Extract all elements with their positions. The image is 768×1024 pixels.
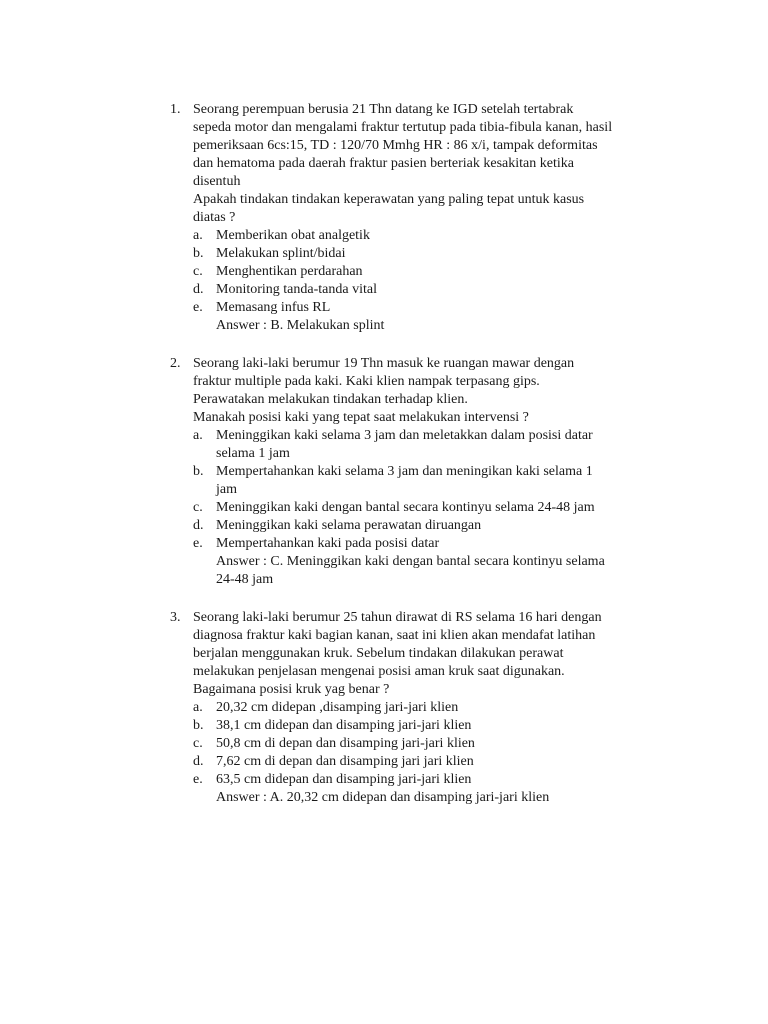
option-letter: d. xyxy=(193,518,204,533)
answer-option xyxy=(193,245,660,263)
answer-key xyxy=(193,553,660,589)
option-text: Meninggikan kaki dengan bantal secara kontinyu selama 24-48 jam xyxy=(216,500,595,515)
option-letter: b. xyxy=(193,246,204,261)
question-stem-line: Bagaimana posisi kruk yag benar ? xyxy=(193,682,390,697)
question-stem-line: Apakah tindakan tindakan keperawatan yang paling tepat untuk kasus xyxy=(193,192,585,207)
question-stem-line: fraktur multiple pada kaki. Kaki klien nampak terpasang gips. xyxy=(193,374,540,389)
question-stem-line: sepeda motor dan mengalami fraktur tertutup pada tibia-fibula kanan, hasil xyxy=(193,120,613,135)
option-letter: c. xyxy=(193,736,203,751)
option-text: Mempertahankan kaki pada posisi datar xyxy=(216,536,440,551)
option-letter: b. xyxy=(193,718,204,733)
answer-option xyxy=(193,535,660,553)
question-number: 3. xyxy=(170,610,181,625)
answer-options xyxy=(193,227,660,317)
option-letter: d. xyxy=(193,754,204,769)
option-letter: a. xyxy=(193,700,203,715)
answer-option xyxy=(193,227,660,245)
question-number: 2. xyxy=(170,356,181,371)
answer-text: Answer : B. Melakukan splint xyxy=(216,318,385,333)
question-stem-line: Manakah posisi kaki yang tepat saat melakukan intervensi ? xyxy=(193,410,529,425)
option-text: 50,8 cm di depan dan disamping jari-jari klien xyxy=(216,736,475,751)
option-letter: e. xyxy=(193,536,203,551)
option-text: 20,32 cm didepan ,disamping jari-jari klien xyxy=(216,700,459,715)
answer-option xyxy=(193,517,660,535)
answer-text: Answer : C. Meninggikan kaki dengan bantal secara kontinyu selama xyxy=(216,554,605,569)
option-letter: a. xyxy=(193,428,203,443)
answer-option xyxy=(193,699,660,717)
question-stem-line: berjalan menggunakan kruk. Sebelum tindakan dilakukan perawat xyxy=(193,646,564,661)
answer-options xyxy=(193,699,660,789)
option-letter: a. xyxy=(193,228,203,243)
question-block xyxy=(170,609,660,807)
option-text: Monitoring tanda-tanda vital xyxy=(216,282,377,297)
option-text: selama 1 jam xyxy=(216,446,290,461)
question-stem-line: pemeriksaan 6cs:15, TD : 120/70 Mmhg HR : 86 x/i, tampak deformitas xyxy=(193,138,598,153)
answer-option xyxy=(193,499,660,517)
answer-option xyxy=(193,299,660,317)
option-text: Memasang infus RL xyxy=(216,300,331,315)
answer-option xyxy=(193,735,660,753)
question-stem-line: Seorang laki-laki berumur 19 Thn masuk ke ruangan mawar dengan xyxy=(193,356,575,371)
answer-options xyxy=(193,427,660,553)
answer-option xyxy=(193,463,660,499)
answer-option xyxy=(193,281,660,299)
question-number: 1. xyxy=(170,102,181,117)
question-body xyxy=(193,355,660,589)
question-body xyxy=(193,609,660,807)
question-block xyxy=(170,101,660,335)
answer-text: 24-48 jam xyxy=(216,572,274,587)
question-body xyxy=(193,101,660,335)
option-letter: b. xyxy=(193,464,204,479)
question-stem-line: diagnosa fraktur kaki bagian kanan, saat ini klien akan mendafat latihan xyxy=(193,628,596,643)
question-stem-line: melakukan penjelasan mengenai posisi aman kruk saat digunakan. xyxy=(193,664,565,679)
question-stem-line: Seorang perempuan berusia 21 Thn datang ke IGD setelah tertabrak xyxy=(193,102,574,117)
option-letter: d. xyxy=(193,282,204,297)
option-text: jam xyxy=(216,482,237,497)
question-block xyxy=(170,355,660,589)
answer-key xyxy=(193,789,660,807)
option-text: 38,1 cm didepan dan disamping jari-jari klien xyxy=(216,718,472,733)
option-letter: c. xyxy=(193,264,203,279)
answer-option xyxy=(193,753,660,771)
option-text: Melakukan splint/bidai xyxy=(216,246,346,261)
question-stem-line: Perawatakan melakukan tindakan terhadap klien. xyxy=(193,392,468,407)
answer-text: Answer : A. 20,32 cm didepan dan disamping jari-jari klien xyxy=(216,790,550,805)
option-text: Memberikan obat analgetik xyxy=(216,228,370,243)
option-text: 7,62 cm di depan dan disamping jari jari klien xyxy=(216,754,474,769)
question-stem-line: Seorang laki-laki berumur 25 tahun dirawat di RS selama 16 hari dengan xyxy=(193,610,602,625)
option-text: Meninggikan kaki selama 3 jam dan meletakkan dalam posisi datar xyxy=(216,428,593,443)
option-letter: e. xyxy=(193,300,203,315)
answer-key xyxy=(193,317,660,335)
answer-option xyxy=(193,717,660,735)
question-stem-line: dan hematoma pada daerah fraktur pasien berteriak kesakitan ketika xyxy=(193,156,574,171)
answer-option xyxy=(193,771,660,789)
option-letter: c. xyxy=(193,500,203,515)
option-text: 63,5 cm didepan dan disamping jari-jari klien xyxy=(216,772,472,787)
option-letter: e. xyxy=(193,772,203,787)
option-text: Menghentikan perdarahan xyxy=(216,264,363,279)
question-stem-line: diatas ? xyxy=(193,210,236,225)
answer-option xyxy=(193,427,660,463)
option-text: Meninggikan kaki selama perawatan diruangan xyxy=(216,518,482,533)
answer-option xyxy=(193,263,660,281)
option-text: Mempertahankan kaki selama 3 jam dan meningikan kaki selama 1 xyxy=(216,464,593,479)
question-stem-line: disentuh xyxy=(193,174,241,189)
